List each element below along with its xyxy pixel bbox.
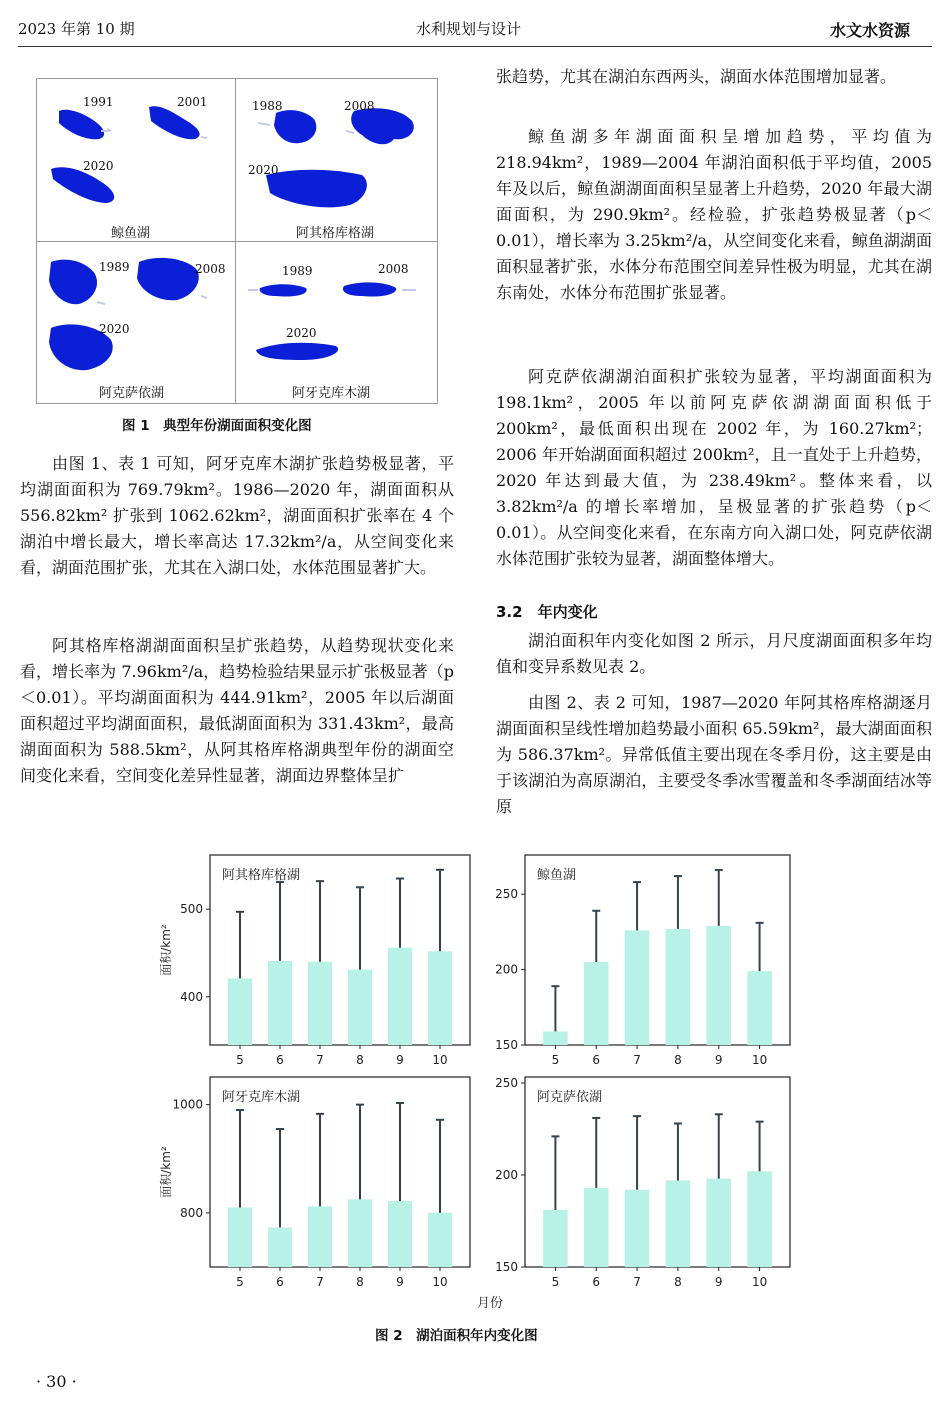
section-heading-3-2: 3.2 年内变化 [496, 603, 598, 621]
x-tick-label: 8 [356, 1053, 364, 1067]
chart-bar [348, 970, 372, 1045]
x-tick-label: 7 [316, 1053, 324, 1067]
y-tick-label: 200 [495, 1168, 518, 1182]
chart-bar [308, 962, 332, 1045]
header-section: 水文水资源 [830, 21, 911, 40]
x-tick-label: 9 [714, 1275, 723, 1289]
fig2-caption: 图 2 湖泊面积年内变化图 [375, 1328, 538, 1344]
x-tick-label: 9 [396, 1275, 404, 1289]
x-tick-label: 10 [751, 1053, 768, 1067]
x-tick-label: 7 [633, 1275, 641, 1289]
chart-bar [308, 1206, 332, 1267]
year-label: 2008 [378, 262, 409, 276]
y-tick-label: 250 [495, 887, 518, 902]
chart-title: 阿牙克库木湖 [222, 1090, 301, 1105]
chart-bar [348, 1199, 372, 1267]
x-tick-label: 6 [276, 1275, 284, 1289]
right-paragraph-4: 由图 2、表 2 可知，1987—2020 年阿其格库格湖逐月湖面面积呈线性增加趋势最小面积 65.59km²，最大湖面面积为 586.37km²。异常低值主要出现在冬季月份，这主要是由于该湖泊为高原湖泊，主要受冬季冰雪覆盖和冬季湖面结冰等原 [496, 693, 932, 816]
x-tick-label: 8 [356, 1275, 364, 1289]
header-issue: 2023 年第 10 期 [18, 20, 135, 38]
chart-bar [428, 951, 452, 1045]
year-label: 2020 [83, 159, 114, 173]
chart-bar [747, 971, 772, 1045]
right-paragraph-0: 张趋势，尤其在湖泊东西两头，湖面水体范围增加显著。 [496, 67, 897, 86]
chart-bar [268, 1227, 292, 1267]
year-label: 2001 [177, 95, 208, 109]
page-number: · 30 · [36, 1372, 77, 1391]
chart-bar [584, 1188, 609, 1267]
y-tick-label: 150 [495, 1038, 518, 1052]
chart-title: 鲸鱼湖 [537, 868, 577, 883]
x-tick-label: 10 [432, 1275, 448, 1289]
year-label: 2020 [248, 163, 279, 177]
x-tick-label: 8 [674, 1275, 682, 1289]
year-label: 2020 [286, 326, 317, 340]
y-axis-label: 面积/km² [159, 924, 173, 976]
y-tick-label: 800 [180, 1205, 203, 1220]
y-tick-label: 150 [495, 1260, 518, 1274]
chart-bar [666, 1181, 691, 1267]
year-label: 2008 [344, 99, 375, 113]
x-tick-label: 9 [714, 1053, 723, 1067]
fig1-frame [36, 78, 438, 404]
chart-bar [428, 1213, 452, 1267]
x-tick-label: 5 [236, 1053, 244, 1067]
chart-bar [707, 926, 732, 1045]
chart-bar [584, 962, 609, 1045]
chart-bar [388, 1201, 412, 1267]
chart-bar [388, 948, 412, 1045]
year-label: 1989 [282, 264, 313, 278]
lake-name: 阿其格库格湖 [296, 226, 375, 241]
right-paragraph-2: 阿克萨依湖湖泊面积扩张较为显著，平均湖面面积为 198.1km²，2005 年以前阿克萨依湖湖面面积低于 200km²，最低面积出现在 2002 年，为 160.27km²；2006 年开始湖面面积超过 200km²，且一直处于上升趋势，2020 年达到最大值，为 238.49km²。整体来看，以 3.82km²/a 的增长率增加，呈极显著的扩张趋势（p＜0.01）。从空间变化来看，在东南方向入湖口处，阿克萨依湖水体范围扩张较为显著，湖面整体增大。 [496, 367, 932, 568]
fig1-panel-akesayi [37, 242, 236, 403]
lake-name: 阿牙克库木湖 [292, 386, 371, 401]
fig2-charts [150, 845, 800, 1315]
year-label: 2020 [99, 322, 130, 336]
x-tick-label: 8 [674, 1053, 682, 1067]
y-axis-label: 面积/km² [159, 1146, 173, 1198]
y-tick-label: 500 [180, 902, 203, 917]
chart-title: 阿克萨依湖 [537, 1090, 603, 1105]
lake-name: 鲸鱼湖 [111, 226, 151, 241]
chart-bar [543, 1210, 568, 1267]
x-tick-label: 7 [316, 1275, 324, 1289]
lake-name: 阿克萨依湖 [99, 386, 165, 401]
y-tick-label: 200 [495, 962, 518, 977]
header-rule [18, 46, 932, 47]
chart-title: 阿其格库格湖 [222, 868, 301, 883]
chart-bar [707, 1179, 732, 1267]
x-tick-label: 5 [551, 1275, 560, 1289]
chart-bar [625, 930, 650, 1045]
right-paragraph-1: 鲸鱼湖多年湖面面积呈增加趋势，平均值为 218.94km²，1989—2004 年湖泊面积低于平均值，2005 年及以后，鲸鱼湖湖面面积呈显著上升趋势，2020 年最大湖面面积，为 290.9km²。经检验，扩张趋势极显著（p＜0.01），增长率为 3.25km²/a，从空间变化来看，鲸鱼湖湖面面积显著扩张，水体分布范围空间差异性极为明显，尤其在湖东南处，水体分布范围扩张显著。 [496, 127, 932, 302]
fig1-panel-ayakekumu [236, 242, 437, 403]
x-axis-label: 月份 [476, 1296, 504, 1311]
x-tick-label: 7 [633, 1053, 641, 1067]
x-tick-label: 6 [592, 1275, 601, 1289]
x-tick-label: 6 [592, 1053, 601, 1067]
fig1-panel-aqigekuge [236, 79, 437, 242]
chart-bar [228, 978, 252, 1045]
chart-bar [625, 1190, 650, 1267]
chart-bar [268, 961, 292, 1045]
y-tick-label: 400 [180, 989, 203, 1004]
x-tick-label: 5 [551, 1053, 560, 1067]
header-journal: 水利规划与设计 [416, 20, 522, 38]
chart-bar [747, 1171, 772, 1267]
year-label: 2008 [195, 262, 226, 276]
left-paragraph-1: 由图 1、表 1 可知，阿牙克库木湖扩张趋势极显著，平均湖面面积为 769.79km²。1986—2020 年，湖面面积从 556.82km² 扩张到 1062.62km²，湖面面积扩张率在 4 个湖泊中增长最大，增长率高达 17.32km²/a，从空间变化来看，湖面范围扩张，尤其在入湖口处，水体范围显著扩大。 [20, 454, 454, 577]
fig1-panel-jingyu [37, 79, 236, 242]
chart-bar [543, 1031, 568, 1045]
fig1-caption: 图 1 典型年份湖面面积变化图 [122, 418, 312, 434]
chart-bar [666, 929, 691, 1045]
right-paragraph-3: 湖泊面积年内变化如图 2 所示，月尺度湖面面积多年均值和变异系数见表 2。 [496, 631, 932, 676]
x-tick-label: 10 [432, 1053, 448, 1067]
x-tick-label: 9 [396, 1053, 404, 1067]
chart-bar [228, 1207, 252, 1267]
year-label: 1988 [252, 99, 283, 113]
y-tick-label: 1000 [172, 1097, 203, 1112]
year-label: 1989 [99, 260, 130, 274]
left-paragraph-2: 阿其格库格湖湖面面积呈扩张趋势，从趋势现状变化来看，增长率为 7.96km²/a，趋势检验结果显示扩张极显著（p＜0.01）。平均湖面面积为 444.91km²，2005 年以后湖面面积超过平均湖面面积，最低湖面面积为 331.43km²，最高湖面面积为 588.5km²，从阿其格库格湖典型年份的湖面空间变化来看，空间变化差异性显著，湖面边界整体呈扩 [20, 636, 454, 785]
x-tick-label: 5 [236, 1275, 244, 1289]
y-tick-label: 250 [495, 1076, 518, 1090]
x-tick-label: 6 [276, 1053, 284, 1067]
x-tick-label: 10 [751, 1275, 768, 1289]
year-label: 1991 [83, 95, 114, 109]
